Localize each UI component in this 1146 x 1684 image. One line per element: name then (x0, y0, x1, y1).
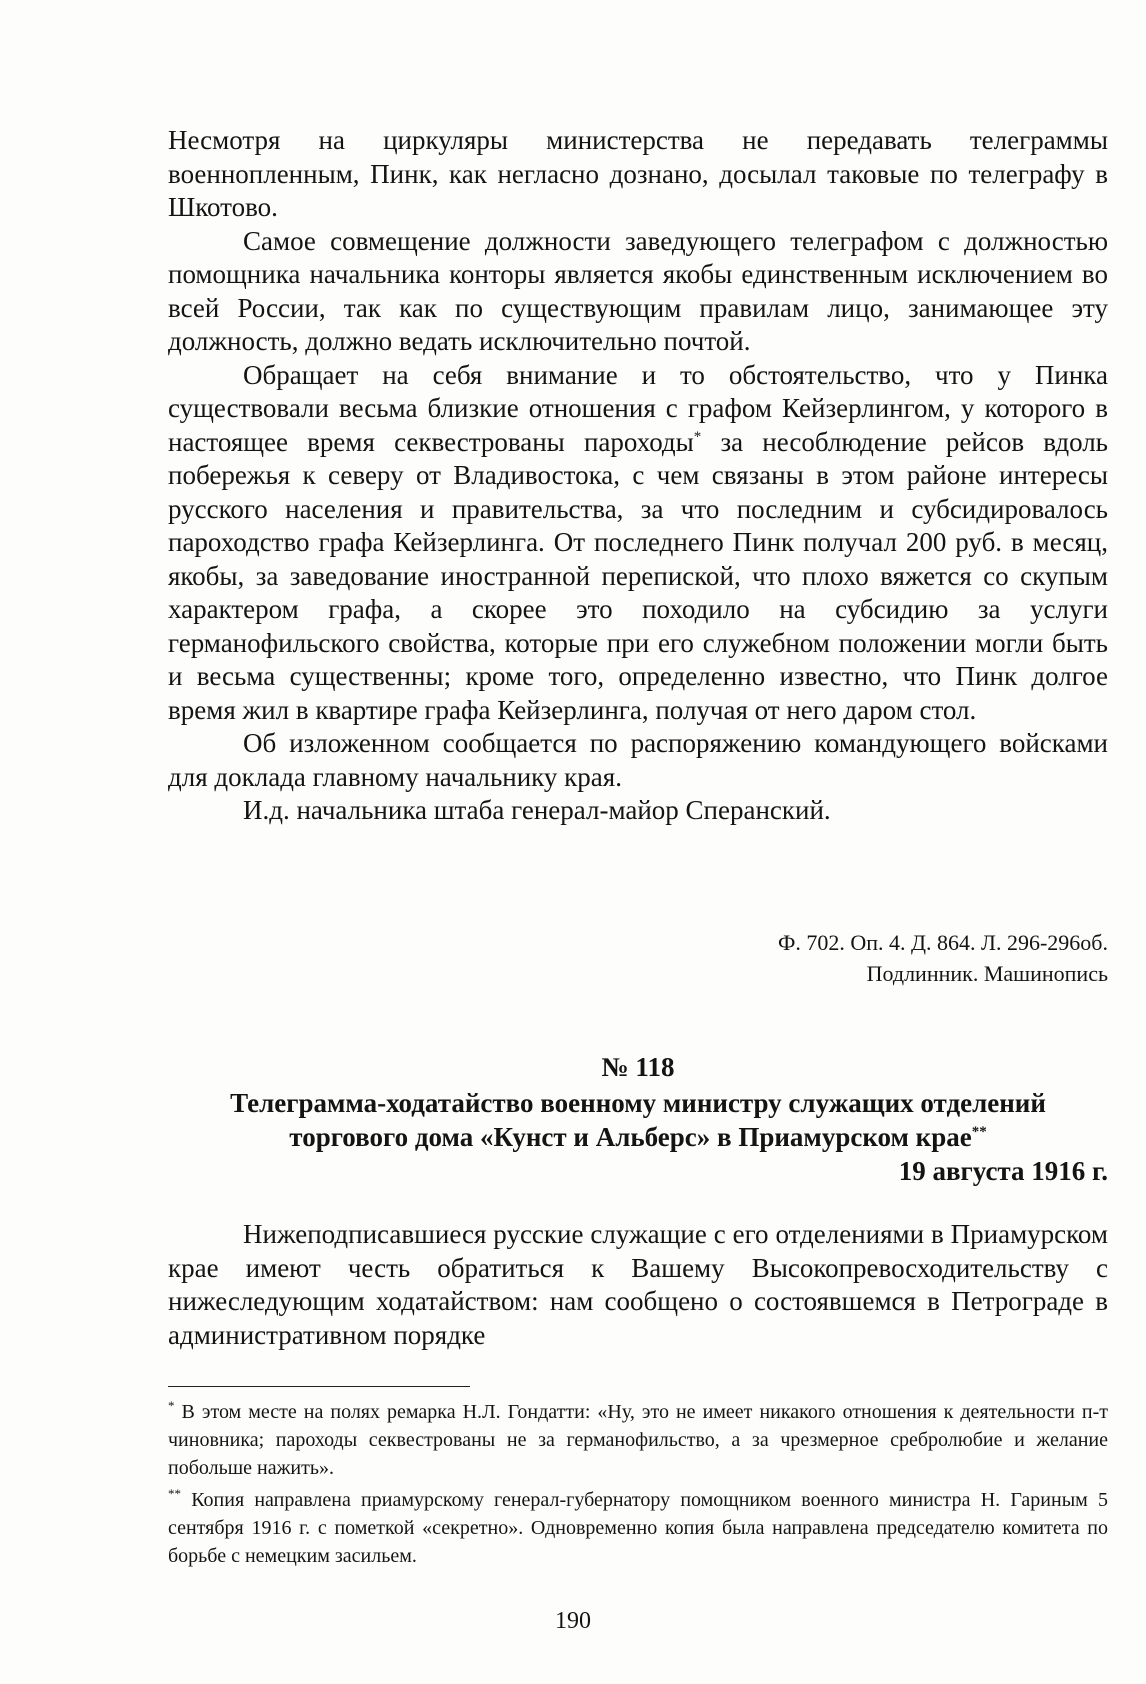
footnotes (168, 1398, 1108, 1574)
page-number: 190 (555, 1608, 591, 1634)
paragraph-telegraph-circulars: Несмотря на циркуляры министерства не передавать телеграммы военнопленным, Пинк, как негласно дознано, досылал таковые по телеграфу в Шкотово. (168, 125, 1108, 222)
footnote-2-mark: ** (168, 1486, 181, 1501)
document-title (168, 1086, 1108, 1154)
footnote-2-text: Копия направлена приамурскому генерал-губернатору помощником военного министра Н. Гариным 5 сентября 1916 г. с пометкой «секретно». Одновременно копия была направлена председателю комитета по борьбе с немецким засильем. (168, 1489, 1108, 1567)
archive-original-note: Подлинник. Машинопись (866, 961, 1108, 986)
footnote-ref-2: ** (971, 1124, 987, 1140)
paragraph-text-before-mark: Обращает на себя внимание и то обстоятельство, что у Пинка существовали весьма близкие отношения с графом Кейзерлингом, у которого в настоящее время секвестрованы пароходы (168, 359, 1108, 457)
footnote-divider (168, 1386, 470, 1387)
archive-fund-reference: Ф. 702. Оп. 4. Д. 864. Л. 296-296об. (778, 930, 1108, 955)
archive-reference (168, 927, 1108, 989)
paragraph-text-after-mark: за несоблюдение рейсов вдоль побережья к северу от Владивостока, с чем связаны в этом районе интересы русского населения и правительства, за что последним и субсидировалось пароходство графа Кейзерлинга. От последнего Пинк получал 200 руб. в месяц, якобы, за заведование иностранной перепиской, что плохо вяжется со скупым характером графа, а скорее это походило на субсидию за услуги германофильского свойства, которые при его служебном положении могли быть и весьма существенны; кроме того, определенно известно, что Пинк долгое время жил в квартире графа Кейзерлинга, получая от него даром стол. (168, 426, 1108, 725)
paragraph-combined-positions: Самое совмещение должности заведующего телеграфом с должностью помощника начальника конторы является якобы единственным исключением во всей России, так как по существующим правилам лицо, занимающее эту должность, должно ведать исключительно почтой. (168, 225, 1108, 356)
telegram-text (168, 1218, 1108, 1352)
document-date: 19 августа 1916 г. (898, 1156, 1108, 1186)
document-number: № 118 (601, 1052, 675, 1082)
signature: И.д. начальника штаба генерал-майор Сперанский. (243, 795, 831, 825)
footnote-ref-1: * (693, 428, 702, 445)
document-title-line-2-text: торгового дома «Кунст и Альберс» в Приамурском крае (289, 1122, 972, 1152)
paragraph-count-keyserling (168, 359, 1108, 728)
paragraph-report: Об изложенном сообщается по распоряжению командующего войсками для доклада главному начальнику края. (168, 728, 1108, 792)
footnote-1-text: В этом месте на полях ремарка Н.Л. Гондатти: «Ну, это не имеет никакого отношения к деятельности п-т чиновника; пароходы секвестрованы не за германофильство, а за чрезмерное сребролюбие и желание побольше нажить». (168, 1401, 1108, 1479)
document-title-line-2 (168, 1120, 1108, 1154)
footnote-2 (168, 1486, 1108, 1570)
footnote-1 (168, 1398, 1108, 1482)
footnote-1-mark: * (168, 1398, 175, 1413)
body-text (168, 124, 1108, 828)
telegram-paragraph: Нижеподписавшиеся русские служащие с его отделениями в Приамурском крае имеют честь обратиться к Вашему Высокопревосходительству с нижеследующим ходатайством: нам сообщено о состоявшемся в Петрограде в административном порядке (168, 1219, 1108, 1350)
document-title-line-1: Телеграмма-ходатайство военному министру служащих отделений (230, 1088, 1046, 1118)
